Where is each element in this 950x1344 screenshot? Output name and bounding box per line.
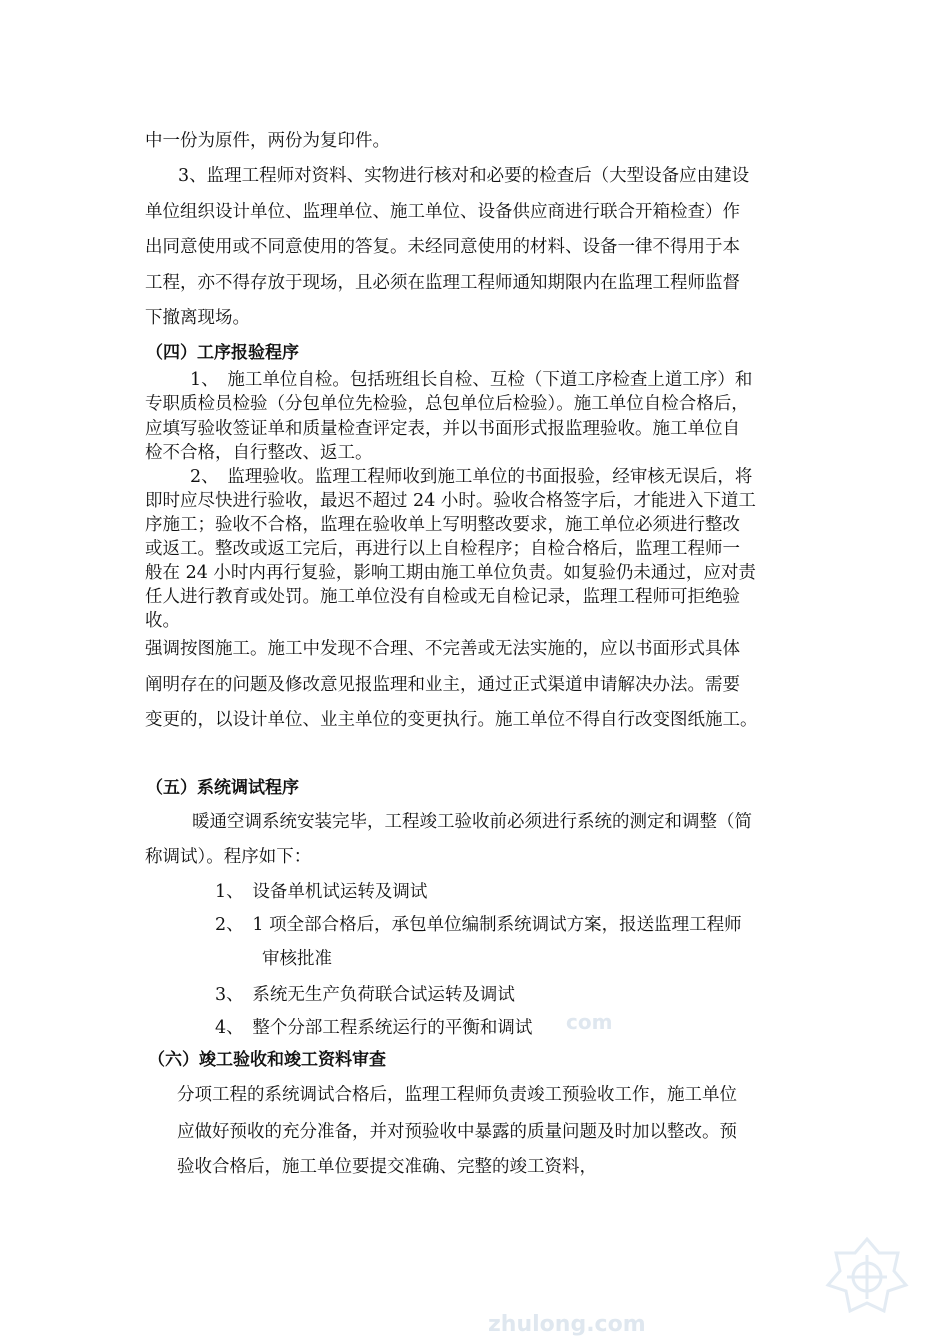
body-line: 阐明存在的问题及修改意见报监理和业主，通过正式渠道申请解决办法。需要 xyxy=(145,675,740,695)
body-line: 单位组织设计单位、监理单位、施工单位、设备供应商进行联合开箱检查）作 xyxy=(145,202,740,222)
body-line: 出同意使用或不同意使用的答复。未经同意使用的材料、设备一律不得用于本 xyxy=(145,237,740,257)
body-line: 专职质检员检验（分包单位先检验，总包单位后检验）。施工单位自检合格后， xyxy=(145,394,749,414)
body-line: 任人进行教育或处罚。施工单位没有自检或无自检记录，监理工程师可拒绝验 xyxy=(145,587,740,607)
body-line: 般在 24 小时内再行复验，影响工期由施工单位负责。如复验仍未通过，应对责 xyxy=(145,563,756,583)
body-line: 暖通空调系统安装完毕，工程竣工验收前必须进行系统的测定和调整（简 xyxy=(192,812,752,832)
list-item: 4、 整个分部工程系统运行的平衡和调试 xyxy=(215,1018,533,1038)
list-item: 2、 1 项全部合格后，承包单位编制系统调试方案，报送监理工程师 xyxy=(215,915,742,935)
body-line: 收。 xyxy=(145,611,180,631)
section-heading-5: （五）系统调试程序 xyxy=(146,778,299,798)
body-line: 应填写验收签证单和质量检查评定表，并以书面形式报监理验收。施工单位自 xyxy=(145,419,740,439)
body-line: 下撤离现场。 xyxy=(145,308,250,328)
body-line: 即时应尽快进行验收，最迟不超过 24 小时。验收合格签字后，才能进入下道工 xyxy=(145,491,756,511)
list-item-continuation: 审核批准 xyxy=(262,949,332,969)
body-line: 工程，亦不得存放于现场，且必须在监理工程师通知期限内在监理工程师监督 xyxy=(145,273,740,293)
watermark-footer: zhulong.com xyxy=(488,1312,646,1337)
body-line: 1、 施工单位自检。包括班组长自检、互检（下道工序检查上道工序）和 xyxy=(190,370,753,390)
body-line: 或返工。整改或返工完后，再进行以上自检程序；自检合格后，监理工程师一 xyxy=(145,539,740,559)
watermark-mid: com xyxy=(566,1010,613,1034)
body-line: 验收合格后，施工单位要提交准确、完整的竣工资料， xyxy=(177,1157,597,1177)
body-line: 序施工；验收不合格，监理在验收单上写明整改要求，施工单位必须进行整改 xyxy=(145,515,740,535)
section-heading-6: （六）竣工验收和竣工资料审查 xyxy=(148,1050,386,1070)
list-item: 1、 设备单机试运转及调试 xyxy=(215,882,428,902)
section-heading-4: （四）工序报验程序 xyxy=(146,343,299,363)
body-line: 变更的，以设计单位、业主单位的变更执行。施工单位不得自行改变图纸施工。 xyxy=(145,710,758,730)
body-line: 3、监理工程师对资料、实物进行核对和必要的检查后（大型设备应由建设 xyxy=(178,166,750,186)
body-line: 应做好预收的充分准备，并对预验收中暴露的质量问题及时加以整改。预 xyxy=(177,1122,737,1142)
body-line: 2、 监理验收。监理工程师收到施工单位的书面报验，经审核无误后，将 xyxy=(190,467,753,487)
body-line: 强调按图施工。施工中发现不合理、不完善或无法实施的，应以书面形式具体 xyxy=(145,639,740,659)
zhulong-logo-icon xyxy=(824,1233,910,1319)
body-line: 中一份为原件，两份为复印件。 xyxy=(145,131,390,151)
body-line: 分项工程的系统调试合格后，监理工程师负责竣工预验收工作，施工单位 xyxy=(177,1085,737,1105)
body-line: 称调试）。程序如下： xyxy=(145,847,312,867)
body-line: 检不合格，自行整改、返工。 xyxy=(145,443,373,463)
list-item: 3、 系统无生产负荷联合试运转及调试 xyxy=(215,985,515,1005)
